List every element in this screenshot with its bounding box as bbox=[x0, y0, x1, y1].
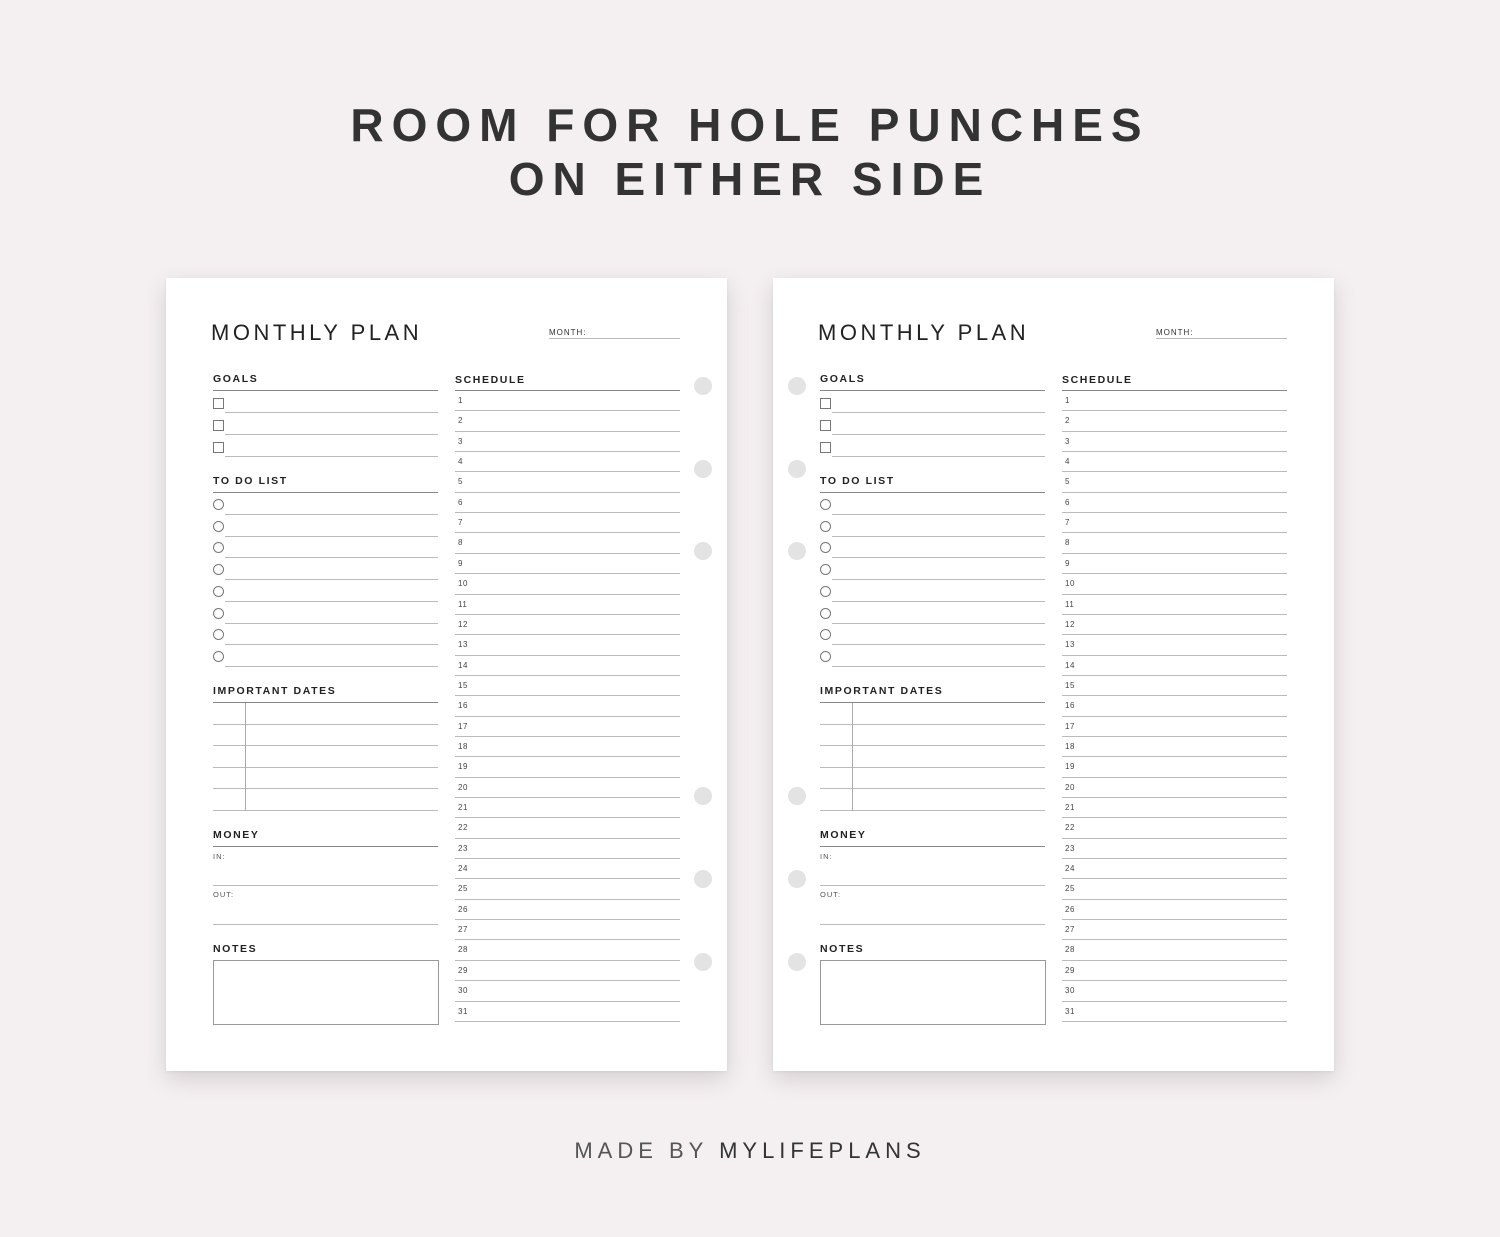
todo-line bbox=[832, 623, 1045, 624]
schedule-day-number: 9 bbox=[1065, 558, 1070, 568]
important-date-row bbox=[213, 788, 438, 789]
todo-line bbox=[225, 644, 438, 645]
goal-line bbox=[225, 412, 438, 413]
schedule-day-line bbox=[1062, 594, 1287, 595]
todo-circle bbox=[213, 651, 224, 662]
schedule-day-line bbox=[1062, 614, 1287, 615]
todo-line bbox=[832, 601, 1045, 602]
schedule-day-line bbox=[1062, 634, 1287, 635]
hole-punch bbox=[788, 377, 806, 395]
schedule-day-line bbox=[1062, 939, 1287, 940]
todo-line bbox=[225, 557, 438, 558]
todo-circle bbox=[213, 608, 224, 619]
schedule-day-number: 14 bbox=[458, 660, 468, 670]
schedule-day-line bbox=[455, 573, 680, 574]
schedule-day-number: 2 bbox=[458, 416, 463, 426]
month-line bbox=[1156, 338, 1287, 339]
schedule-day-number: 20 bbox=[458, 782, 468, 792]
important-dates-rule bbox=[820, 702, 1045, 703]
todo-circle bbox=[213, 586, 224, 597]
schedule-day-line bbox=[1062, 838, 1287, 839]
schedule-day-line bbox=[1062, 675, 1287, 676]
schedule-day-number: 18 bbox=[458, 741, 468, 751]
goals-heading-rule bbox=[213, 390, 438, 391]
todo-heading: TO DO LIST bbox=[213, 475, 288, 487]
goal-line bbox=[832, 412, 1045, 413]
headline-line-1: ROOM FOR HOLE PUNCHES bbox=[350, 99, 1150, 151]
schedule-day-number: 28 bbox=[1065, 945, 1075, 955]
important-date-row bbox=[820, 788, 1045, 789]
schedule-day-number: 1 bbox=[458, 396, 463, 405]
todo-heading: TO DO LIST bbox=[820, 475, 895, 487]
schedule-day-line bbox=[455, 1001, 680, 1002]
schedule-day-number: 19 bbox=[458, 762, 468, 772]
schedule-day-line bbox=[1062, 471, 1287, 472]
hole-punch bbox=[788, 460, 806, 478]
important-dates-heading: IMPORTANT DATES bbox=[820, 685, 944, 697]
schedule-day-number: 13 bbox=[1065, 640, 1075, 650]
hole-punch bbox=[788, 542, 806, 560]
todo-line bbox=[832, 579, 1045, 580]
important-date-row bbox=[213, 767, 438, 768]
schedule-day-number: 12 bbox=[1065, 619, 1075, 629]
notes-heading: NOTES bbox=[820, 943, 865, 955]
schedule-day-line bbox=[1062, 878, 1287, 879]
schedule-day-line bbox=[455, 492, 680, 493]
schedule-rule bbox=[455, 390, 680, 391]
schedule-day-number: 21 bbox=[458, 803, 468, 812]
todo-circle bbox=[820, 564, 831, 575]
schedule-day-number: 12 bbox=[458, 619, 468, 629]
schedule-day-number: 16 bbox=[1065, 701, 1075, 711]
money-in-line bbox=[213, 885, 438, 886]
todo-line bbox=[832, 666, 1045, 667]
important-date-row bbox=[213, 810, 438, 811]
footer-brand: MYLIFEPLANS bbox=[719, 1138, 926, 1163]
footer-prefix: MADE BY bbox=[574, 1138, 708, 1163]
schedule-heading: SCHEDULE bbox=[1062, 374, 1133, 386]
schedule-day-line bbox=[1062, 431, 1287, 432]
schedule-day-number: 16 bbox=[458, 701, 468, 711]
sheet-title: MONTHLY PLAN bbox=[818, 320, 1030, 345]
schedule-day-number: 1 bbox=[1065, 396, 1070, 405]
schedule-day-line bbox=[455, 736, 680, 737]
todo-circle bbox=[213, 564, 224, 575]
todo-circle bbox=[213, 499, 224, 510]
money-out-label: OUT: bbox=[213, 890, 235, 899]
hole-punch bbox=[694, 377, 712, 395]
hole-punch bbox=[788, 787, 806, 805]
schedule-day-line bbox=[455, 431, 680, 432]
schedule-day-number: 26 bbox=[458, 904, 468, 914]
schedule-day-number: 6 bbox=[458, 497, 463, 507]
hole-punch bbox=[788, 870, 806, 888]
schedule-day-line bbox=[1062, 695, 1287, 696]
todo-circle bbox=[820, 542, 831, 553]
schedule-day-line bbox=[455, 756, 680, 757]
goal-line bbox=[225, 434, 438, 435]
schedule-day-number: 9 bbox=[458, 558, 463, 568]
schedule-day-number: 20 bbox=[1065, 782, 1075, 792]
todo-heading-rule bbox=[213, 492, 438, 493]
schedule-day-line bbox=[455, 634, 680, 635]
todo-line bbox=[832, 536, 1045, 537]
schedule-day-number: 29 bbox=[1065, 965, 1075, 975]
hole-punch bbox=[694, 787, 712, 805]
sheet-title: MONTHLY PLAN bbox=[211, 320, 423, 345]
hole-punch bbox=[694, 542, 712, 560]
schedule-day-number: 4 bbox=[458, 457, 463, 467]
schedule-heading: SCHEDULE bbox=[455, 374, 526, 386]
goals-heading: GOALS bbox=[213, 373, 259, 385]
footer-credit bbox=[0, 1138, 1500, 1164]
schedule-day-number: 30 bbox=[1065, 986, 1075, 996]
schedule-day-line bbox=[1062, 451, 1287, 452]
goal-checkbox bbox=[213, 398, 224, 409]
schedule-day-line bbox=[455, 960, 680, 961]
schedule-day-number: 31 bbox=[1065, 1006, 1075, 1016]
schedule-day-number: 25 bbox=[1065, 884, 1075, 894]
schedule-day-line bbox=[455, 838, 680, 839]
hole-punch bbox=[694, 460, 712, 478]
important-date-row bbox=[820, 745, 1045, 746]
schedule-day-line bbox=[1062, 410, 1287, 411]
money-out-line bbox=[213, 924, 438, 925]
schedule-day-line bbox=[455, 451, 680, 452]
schedule-day-line bbox=[1062, 777, 1287, 778]
schedule-day-number: 11 bbox=[1065, 599, 1075, 609]
month-line bbox=[549, 338, 680, 339]
schedule-day-number: 29 bbox=[458, 965, 468, 975]
schedule-day-line bbox=[455, 980, 680, 981]
schedule-day-number: 25 bbox=[458, 884, 468, 894]
schedule-day-number: 15 bbox=[1065, 680, 1075, 690]
schedule-day-number: 4 bbox=[1065, 457, 1070, 467]
todo-circle bbox=[213, 521, 224, 532]
schedule-day-number: 11 bbox=[458, 599, 468, 609]
goal-checkbox bbox=[820, 442, 831, 453]
planner-sheet-left bbox=[166, 278, 727, 1071]
important-date-row bbox=[213, 745, 438, 746]
goal-checkbox bbox=[820, 420, 831, 431]
schedule-day-number: 2 bbox=[1065, 416, 1070, 426]
schedule-day-number: 31 bbox=[458, 1006, 468, 1016]
money-out-line bbox=[820, 924, 1045, 925]
notes-heading: NOTES bbox=[213, 943, 258, 955]
schedule-day-number: 22 bbox=[458, 823, 468, 833]
todo-line bbox=[225, 601, 438, 602]
schedule-day-number: 7 bbox=[458, 518, 463, 528]
todo-line bbox=[225, 536, 438, 537]
schedule-day-number: 8 bbox=[458, 538, 463, 548]
hole-punch bbox=[694, 953, 712, 971]
schedule-day-number: 17 bbox=[458, 721, 468, 731]
todo-circle bbox=[213, 542, 224, 553]
goal-line bbox=[832, 434, 1045, 435]
schedule-day-line bbox=[1062, 1021, 1287, 1022]
month-label: MONTH: bbox=[1156, 328, 1194, 337]
notes-box bbox=[213, 960, 439, 1025]
todo-circle bbox=[820, 499, 831, 510]
todo-line bbox=[832, 514, 1045, 515]
goals-heading: GOALS bbox=[820, 373, 866, 385]
schedule-day-line bbox=[455, 817, 680, 818]
schedule-day-line bbox=[1062, 797, 1287, 798]
schedule-day-number: 23 bbox=[458, 843, 468, 853]
todo-line bbox=[225, 623, 438, 624]
schedule-day-number: 24 bbox=[1065, 864, 1075, 874]
notes-box bbox=[820, 960, 1046, 1025]
schedule-day-line bbox=[455, 512, 680, 513]
schedule-day-number: 22 bbox=[1065, 823, 1075, 833]
todo-line bbox=[225, 579, 438, 580]
schedule-day-line bbox=[455, 594, 680, 595]
schedule-day-number: 19 bbox=[1065, 762, 1075, 772]
schedule-day-number: 14 bbox=[1065, 660, 1075, 670]
money-heading: MONEY bbox=[213, 829, 260, 841]
schedule-day-number: 26 bbox=[1065, 904, 1075, 914]
schedule-day-number: 17 bbox=[1065, 721, 1075, 731]
schedule-day-line bbox=[455, 655, 680, 656]
schedule-day-line bbox=[455, 858, 680, 859]
money-rule bbox=[213, 846, 438, 847]
important-date-row bbox=[820, 724, 1045, 725]
goals-heading-rule bbox=[820, 390, 1045, 391]
schedule-day-line bbox=[455, 939, 680, 940]
schedule-day-number: 23 bbox=[1065, 843, 1075, 853]
schedule-day-line bbox=[1062, 858, 1287, 859]
schedule-day-number: 5 bbox=[1065, 477, 1070, 487]
todo-line bbox=[832, 644, 1045, 645]
schedule-day-line bbox=[455, 695, 680, 696]
schedule-day-line bbox=[1062, 532, 1287, 533]
todo-heading-rule bbox=[820, 492, 1045, 493]
money-in-label: IN: bbox=[213, 852, 226, 861]
schedule-day-line bbox=[455, 532, 680, 533]
schedule-day-line bbox=[455, 878, 680, 879]
schedule-day-line bbox=[1062, 512, 1287, 513]
todo-circle bbox=[820, 651, 831, 662]
goal-checkbox bbox=[820, 398, 831, 409]
schedule-day-line bbox=[1062, 573, 1287, 574]
schedule-rule bbox=[1062, 390, 1287, 391]
schedule-day-line bbox=[1062, 655, 1287, 656]
schedule-day-line bbox=[1062, 980, 1287, 981]
schedule-day-line bbox=[455, 471, 680, 472]
schedule-day-number: 13 bbox=[458, 640, 468, 650]
money-heading: MONEY bbox=[820, 829, 867, 841]
todo-line bbox=[832, 557, 1045, 558]
important-date-row bbox=[213, 724, 438, 725]
headline bbox=[0, 98, 1500, 206]
goal-checkbox bbox=[213, 420, 224, 431]
todo-line bbox=[225, 666, 438, 667]
schedule-day-line bbox=[455, 716, 680, 717]
schedule-day-number: 6 bbox=[1065, 497, 1070, 507]
money-out-label: OUT: bbox=[820, 890, 842, 899]
goal-checkbox bbox=[213, 442, 224, 453]
schedule-day-line bbox=[455, 553, 680, 554]
schedule-day-number: 10 bbox=[1065, 579, 1075, 589]
schedule-day-line bbox=[455, 675, 680, 676]
todo-circle bbox=[820, 586, 831, 597]
important-dates-rule bbox=[213, 702, 438, 703]
important-dates-divider bbox=[245, 703, 246, 811]
schedule-day-number: 27 bbox=[1065, 925, 1075, 935]
todo-circle bbox=[820, 521, 831, 532]
money-rule bbox=[820, 846, 1045, 847]
goal-line bbox=[832, 456, 1045, 457]
todo-circle bbox=[820, 608, 831, 619]
schedule-day-number: 3 bbox=[458, 436, 463, 446]
money-in-label: IN: bbox=[820, 852, 833, 861]
schedule-day-number: 5 bbox=[458, 477, 463, 487]
schedule-day-line bbox=[455, 614, 680, 615]
planner-sheet-right bbox=[773, 278, 1334, 1071]
schedule-day-number: 15 bbox=[458, 680, 468, 690]
hole-punch bbox=[788, 953, 806, 971]
todo-circle bbox=[213, 629, 224, 640]
schedule-day-number: 30 bbox=[458, 986, 468, 996]
schedule-day-line bbox=[455, 1021, 680, 1022]
schedule-day-line bbox=[455, 410, 680, 411]
schedule-day-line bbox=[455, 797, 680, 798]
schedule-day-line bbox=[1062, 756, 1287, 757]
schedule-day-number: 18 bbox=[1065, 741, 1075, 751]
headline-line-2: ON EITHER SIDE bbox=[508, 153, 992, 205]
schedule-day-number: 27 bbox=[458, 925, 468, 935]
schedule-day-line bbox=[1062, 716, 1287, 717]
important-dates-heading: IMPORTANT DATES bbox=[213, 685, 337, 697]
schedule-day-line bbox=[455, 899, 680, 900]
important-date-row bbox=[820, 810, 1045, 811]
money-in-line bbox=[820, 885, 1045, 886]
schedule-day-line bbox=[455, 777, 680, 778]
schedule-day-number: 21 bbox=[1065, 803, 1075, 812]
schedule-day-line bbox=[1062, 736, 1287, 737]
important-dates-divider bbox=[852, 703, 853, 811]
schedule-day-line bbox=[1062, 1001, 1287, 1002]
schedule-day-line bbox=[1062, 553, 1287, 554]
month-label: MONTH: bbox=[549, 328, 587, 337]
schedule-day-line bbox=[1062, 899, 1287, 900]
schedule-day-number: 10 bbox=[458, 579, 468, 589]
schedule-day-number: 8 bbox=[1065, 538, 1070, 548]
schedule-day-number: 28 bbox=[458, 945, 468, 955]
todo-circle bbox=[820, 629, 831, 640]
goal-line bbox=[225, 456, 438, 457]
schedule-day-line bbox=[1062, 919, 1287, 920]
hole-punch bbox=[694, 870, 712, 888]
schedule-day-number: 24 bbox=[458, 864, 468, 874]
schedule-day-number: 3 bbox=[1065, 436, 1070, 446]
schedule-day-line bbox=[1062, 817, 1287, 818]
schedule-day-line bbox=[455, 919, 680, 920]
schedule-day-line bbox=[1062, 492, 1287, 493]
important-date-row bbox=[820, 767, 1045, 768]
schedule-day-line bbox=[1062, 960, 1287, 961]
schedule-day-number: 7 bbox=[1065, 518, 1070, 528]
todo-line bbox=[225, 514, 438, 515]
